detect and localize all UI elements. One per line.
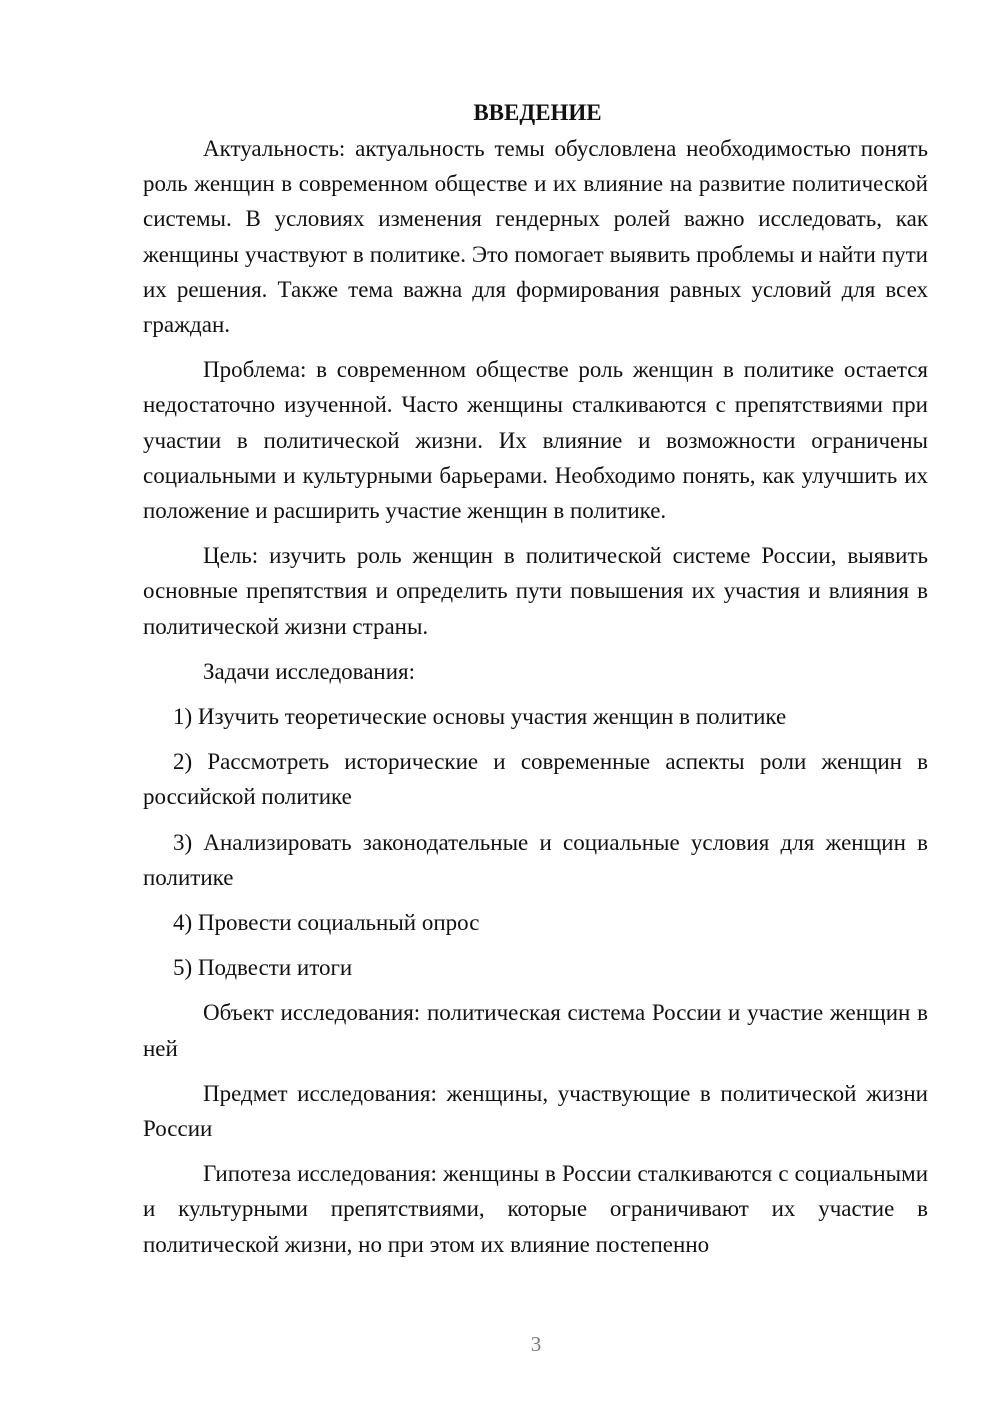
task-item-3: 3) Анализировать законодательные и социальные условия для женщин в политике [143,829,928,890]
paragraph-relevance: Актуальность: актуальность темы обусловлена необходимостью понять роль женщин в современном обществе и их влияние на развитие политической системы. В условиях изменения гендерных ролей важно исследовать, как женщины участвуют в политике. Это помогает выявить проблемы и найти пути их решения. Также тема важна для формирования равных условий для всех граждан. [143,136,928,338]
page-number: 3 [530,1332,542,1356]
task-item-2: 2) Рассмотреть исторические и современные аспекты роли женщин в российской политике [143,749,928,810]
paragraph-subject: Предмет исследования: женщины, участвующие в политической жизни России [143,1080,928,1142]
task-item-5: 5) Подвести итоги [173,955,353,981]
paragraph-goal: Цель: изучить роль женщин в политической системе России, выявить основные препятствия и определить пути повышения их участия и влияния в политической жизни страны. [143,543,928,639]
task-item-4: 4) Провести социальный опрос [173,910,480,936]
paragraph-hypothesis: Гипотеза исследования: женщины в России сталкиваются с социальными и культурными препятствиями, которые ограничивают их участие в политической жизни, но при этом их влияние постепенно [143,1161,928,1257]
section-title: ВВЕДЕНИЕ [473,100,602,125]
document-body [143,95,928,1272]
paragraph-problem: Проблема: в современном обществе роль женщин в политике остается недостаточно изученной. Часто женщины сталкиваются с препятствиями при участии в политической жизни. Их влияние и возможности ограничены социальными и культурными барьерами. Необходимо понять, как улучшить их положение и расширить участие женщин в политике. [143,357,928,524]
paragraph-tasks-heading: Задачи исследования: [203,658,416,684]
paragraph-object: Объект исследования: политическая система России и участие женщин в ней [143,1000,928,1061]
task-item-1: 1) Изучить теоретические основы участия женщин в политике [173,704,787,730]
